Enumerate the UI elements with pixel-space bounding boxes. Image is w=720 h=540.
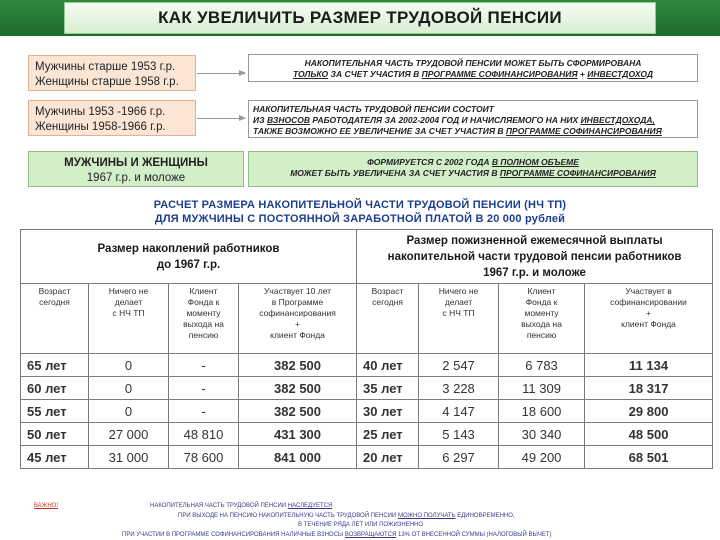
age-group-1-line1: Мужчины старше 1953 г.р. — [35, 61, 176, 73]
table-row — [21, 354, 713, 377]
footnote-line4: ПРИ УЧАСТИИ В ПРОГРАММЕ СОФИНАНСИРОВАНИЯ НАЛИЧНЫЕ ВЗНОСЫ ВОЗВРАЩАЮТСЯ 13% ОТ ВНЕСЕННОЙ СУММЫ (НАЛОГОВЫЙ ВЫЧЕТ) — [122, 532, 552, 538]
title-banner — [0, 0, 720, 36]
footnote-line3: В ТЕЧЕНИЕ РЯДА ЛЕТ ИЛИ ПОЖИЗНЕННО — [298, 522, 424, 528]
cell-age-right: 20 лет — [357, 446, 419, 469]
cell: 48 810 — [169, 423, 239, 446]
age-group-1-line2: Женщины старше 1958 г.р. — [35, 76, 179, 88]
age-group-2-box — [28, 100, 196, 136]
note-3-line1: ФОРМИРУЕТСЯ С 2002 ГОДА В ПОЛНОМ ОБЪЕМЕ — [367, 157, 579, 167]
cell: 431 300 — [239, 423, 357, 446]
cell: - — [169, 377, 239, 400]
subheader-cofinancing-right: Участвует в софинансировании + клиент Фонда — [585, 284, 713, 354]
cell: 18 600 — [499, 400, 585, 423]
cell-age-left: 45 лет — [21, 446, 89, 469]
footnote-line2: ПРИ ВЫХОДЕ НА ПЕНСИЮ НАКОПИТЕЛЬНУЮ ЧАСТЬ ТРУДОВОЙ ПЕНСИИ МОЖНО ПОЛУЧАТЬ ЕДИНОВРЕМЕННО, — [178, 513, 515, 519]
right-header: Размер пожизненной ежемесячной выплаты накопительной части трудовой пенсии работников 1967 г.р. и моложе — [357, 230, 713, 284]
note-group-3 — [248, 151, 698, 187]
left-header: Размер накоплений работников до 1967 г.р. — [21, 230, 357, 284]
cell: 0 — [89, 377, 169, 400]
cell: 11 309 — [499, 377, 585, 400]
cell: 6 783 — [499, 354, 585, 377]
cell: 11 134 — [585, 354, 713, 377]
table-row — [21, 423, 713, 446]
note-2-line1: НАКОПИТЕЛЬНАЯ ЧАСТЬ ТРУДОВОЙ ПЕНСИИ СОСТОИТ — [253, 104, 494, 114]
subheader-nothing-right: Ничего не делает с НЧ ТП — [419, 284, 499, 354]
cell: 78 600 — [169, 446, 239, 469]
cell: 31 000 — [89, 446, 169, 469]
arrow-2 — [197, 118, 245, 119]
note-1-line1: НАКОПИТЕЛЬНАЯ ЧАСТЬ ТРУДОВОЙ ПЕНСИИ МОЖЕТ БЫТЬ СФОРМИРОВАНА — [304, 58, 642, 68]
calc-title-line1: РАСЧЕТ РАЗМЕРА НАКОПИТЕЛЬНОЙ ЧАСТИ ТРУДОВОЙ ПЕНСИИ (НЧ ТП) — [153, 199, 567, 211]
note-group-1 — [248, 54, 698, 82]
subheader-row — [21, 284, 713, 354]
cell-age-left: 60 лет — [21, 377, 89, 400]
age-group-3-box — [28, 151, 244, 187]
cell: 0 — [89, 400, 169, 423]
note-2-line3: ТАКЖЕ ВОЗМОЖНО ЕЕ УВЕЛИЧЕНИЕ ЗА СЧЕТ УЧАСТИЯ В ПРОГРАММЕ СОФИНАНСИРОВАНИЯ — [253, 126, 662, 136]
title-panel — [64, 2, 656, 34]
cell-age-left: 65 лет — [21, 354, 89, 377]
footnote-important: ВАЖНО! — [34, 503, 59, 509]
cell: 29 800 — [585, 400, 713, 423]
cell: 27 000 — [89, 423, 169, 446]
cell: 30 340 — [499, 423, 585, 446]
cell-age-right: 25 лет — [357, 423, 419, 446]
cell: 5 143 — [419, 423, 499, 446]
cell: 18 317 — [585, 377, 713, 400]
cell: 48 500 — [585, 423, 713, 446]
note-3-line2: МОЖЕТ БЫТЬ УВЕЛИЧЕНА ЗА СЧЕТ УЧАСТИЯ В ПРОГРАММЕ СОФИНАНСИРОВАНИЯ — [290, 168, 656, 178]
age-group-3-line1: МУЖЧИНЫ И ЖЕНЩИНЫ — [64, 157, 208, 169]
cell: - — [169, 400, 239, 423]
subheader-age-right: Возраст сегодня — [357, 284, 419, 354]
cell: 3 228 — [419, 377, 499, 400]
cell: 841 000 — [239, 446, 357, 469]
subheader-client-right: Клиент Фонда к моменту выхода на пенсию — [499, 284, 585, 354]
age-group-3-line2: 1967 г.р. и моложе — [86, 172, 186, 184]
subheader-age-left: Возраст сегодня — [21, 284, 89, 354]
cell-age-right: 40 лет — [357, 354, 419, 377]
cell: 0 — [89, 354, 169, 377]
cell: 2 547 — [419, 354, 499, 377]
note-1-line2: ТОЛЬКО ЗА СЧЕТ УЧАСТИЯ В ПРОГРАММЕ СОФИНАНСИРОВАНИЯ + ИНВЕСТДОХОД — [292, 69, 654, 79]
calc-title-line2: ДЛЯ МУЖЧИНЫ С ПОСТОЯННОЙ ЗАРАБОТНОЙ ПЛАТОЙ В 20 000 рублей — [154, 213, 566, 225]
footnote-line1: НАКОПИТЕЛЬНАЯ ЧАСТЬ ТРУДОВОЙ ПЕНСИИ НАСЛЕДУЕТСЯ — [150, 503, 333, 509]
age-group-2-line2: Женщины 1958-1966 г.р. — [35, 121, 166, 133]
cell: 6 297 — [419, 446, 499, 469]
cell: 382 500 — [239, 377, 357, 400]
cell: - — [169, 354, 239, 377]
subheader-cofinancing-left: Участвует 10 лет в Программе софинансирования + клиент Фонда — [239, 284, 357, 354]
age-group-1-box — [28, 55, 196, 91]
cell: 68 501 — [585, 446, 713, 469]
subheader-nothing-left: Ничего не делает с НЧ ТП — [89, 284, 169, 354]
cell-age-right: 35 лет — [357, 377, 419, 400]
cell: 382 500 — [239, 400, 357, 423]
table-row — [21, 377, 713, 400]
note-2-line2: ИЗ ВЗНОСОВ РАБОТОДАТЕЛЯ ЗА 2002-2004 ГОД И НАЧИСЛЯЕМОГО НА НИХ ИНВЕСТДОХОДА, — [253, 115, 655, 125]
page-title: КАК УВЕЛИЧИТЬ РАЗМЕР ТРУДОВОЙ ПЕНСИИ — [158, 8, 562, 27]
note-group-2 — [248, 100, 698, 138]
cell-age-right: 30 лет — [357, 400, 419, 423]
table-row — [21, 446, 713, 469]
cell: 4 147 — [419, 400, 499, 423]
arrow-1 — [197, 73, 245, 74]
subheader-client-left: Клиент Фонда к моменту выхода на пенсию — [169, 284, 239, 354]
table-row — [21, 400, 713, 423]
cell: 49 200 — [499, 446, 585, 469]
age-group-2-line1: Мужчины 1953 -1966 г.р. — [35, 106, 166, 118]
pension-table — [20, 229, 713, 469]
cell-age-left: 55 лет — [21, 400, 89, 423]
cell-age-left: 50 лет — [21, 423, 89, 446]
cell: 382 500 — [239, 354, 357, 377]
